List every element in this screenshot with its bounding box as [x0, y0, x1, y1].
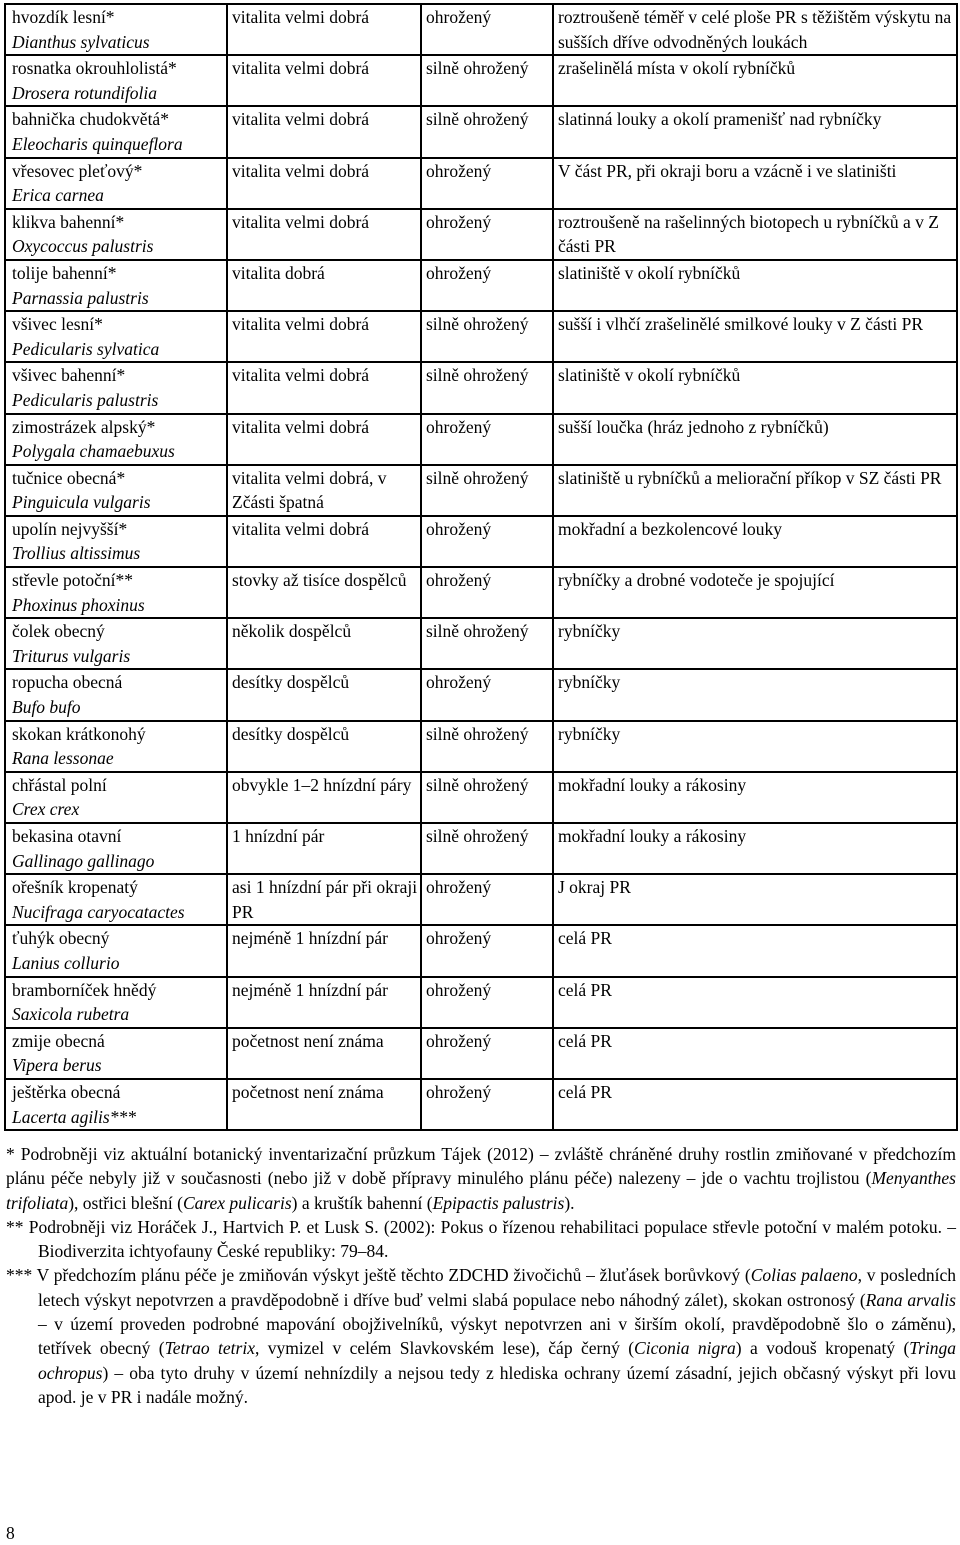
protection-status: ohrožený: [426, 518, 492, 539]
population-cell: [227, 260, 421, 311]
table-row: [5, 567, 957, 618]
location-text: J okraj PR: [558, 877, 631, 898]
population-cell: [227, 1028, 421, 1079]
location-text: zrašelinělá místa v okolí rybníčků: [558, 58, 796, 79]
status-cell: [421, 823, 553, 874]
status-cell: [421, 158, 553, 209]
species-cell: [5, 158, 227, 209]
location-cell: [553, 669, 957, 720]
footnotes: [6, 1142, 956, 1409]
population-text: vitalita velmi dobrá, v Zčásti špatná: [232, 467, 387, 513]
latin-name: Polygala chamaebuxus: [12, 441, 175, 462]
status-cell: [421, 1028, 553, 1079]
latin-name: Pedicularis palustris: [12, 389, 159, 410]
czech-name: skokan krátkonohý: [12, 723, 146, 744]
protection-status: silně ohrožený: [426, 109, 529, 130]
latin-name: Erica carnea: [12, 185, 104, 206]
location-cell: [553, 977, 957, 1028]
population-cell: [227, 158, 421, 209]
footnote-text: , v posledních letech výskyt nepotvrzen a pravděpodobně i dříve buď velmi slabá populace nebo náhodný zálet), skokan ostronosý (: [38, 1265, 957, 1310]
population-text: vitalita velmi dobrá: [232, 365, 370, 386]
population-cell: [227, 106, 421, 157]
latin-name: Ciconia nigra: [634, 1338, 736, 1359]
species-cell: [5, 311, 227, 362]
location-text: mokřadní louky a rákosiny: [558, 774, 747, 795]
protection-status: silně ohrožený: [426, 621, 529, 642]
location-text: slatinná louky a okolí pramenišť nad rybníčky: [558, 109, 882, 130]
table-row: [5, 260, 957, 311]
species-cell: [5, 55, 227, 106]
protection-status: ohrožený: [426, 160, 492, 181]
location-cell: [553, 362, 957, 413]
status-cell: [421, 55, 553, 106]
latin-name: Colias palaeno: [750, 1265, 858, 1286]
protection-status: ohrožený: [426, 262, 492, 283]
population-cell: [227, 567, 421, 618]
status-cell: [421, 925, 553, 976]
population-cell: [227, 874, 421, 925]
czech-name: hvozdík lesní*: [12, 7, 115, 27]
page-number: 8: [6, 1523, 15, 1543]
czech-name: upolín nejvyšší*: [12, 518, 128, 539]
location-cell: [553, 465, 957, 516]
location-text: rybníčky a drobné vodoteče je spojující: [558, 570, 835, 591]
population-cell: [227, 311, 421, 362]
status-cell: [421, 618, 553, 669]
species-cell: [5, 1028, 227, 1079]
population-text: desítky dospělců: [232, 672, 350, 693]
status-cell: [421, 772, 553, 823]
population-text: obvykle 1–2 hnízdní páry: [232, 774, 412, 795]
population-text: vitalita velmi dobrá: [232, 7, 370, 27]
latin-name: Tringa ochropus: [38, 1338, 956, 1383]
footnote-fauna: [6, 1263, 956, 1409]
footnote-text: ) – oba tyto druhy v území nehnízdily a nejsou tedy z hlediska ochrany území zásadní, jejich občasný výskyt při lovu apod. je v PR i nadále možný.: [38, 1362, 956, 1407]
czech-name: ropucha obecná: [12, 672, 123, 693]
location-cell: [553, 4, 957, 55]
location-text: roztroušeně na rašelinných biotopech u rybníčků a v Z části PR: [558, 211, 939, 257]
species-cell: [5, 1079, 227, 1130]
latin-name: Oxycoccus palustris: [12, 236, 154, 257]
population-text: početnost není známa: [232, 1081, 384, 1102]
protection-status: ohrožený: [426, 211, 492, 232]
table-row: [5, 55, 957, 106]
population-text: vitalita velmi dobrá: [232, 109, 370, 130]
footnote-text: , vymizel v celém Slavkovském lese), čáp černý (: [254, 1338, 635, 1359]
table-row: [5, 516, 957, 567]
population-text: nejméně 1 hnízdní pár: [232, 928, 388, 949]
table-row: [5, 414, 957, 465]
czech-name: tučnice obecná*: [12, 467, 126, 488]
footnote-text: ) a kruštík bahenní (: [291, 1192, 433, 1213]
latin-name: Epipactis palustris: [432, 1192, 565, 1213]
table-row: [5, 977, 957, 1028]
population-text: početnost není známa: [232, 1030, 384, 1051]
status-cell: [421, 874, 553, 925]
species-cell: [5, 977, 227, 1028]
location-text: V část PR, při okraji boru a vzácně i ve slatiništi: [558, 160, 897, 181]
table-row: [5, 669, 957, 720]
status-cell: [421, 311, 553, 362]
population-cell: [227, 823, 421, 874]
footnote-text: ), ostřici blešní (: [68, 1192, 183, 1213]
footnote-text: – v území proveden podrobné mapování obojživelníků, výskyt nepotvrzen ani v širším okolí, pravděpodobně šlo o záměnu), tetřívek obecný (: [38, 1314, 956, 1359]
status-cell: [421, 465, 553, 516]
population-cell: [227, 977, 421, 1028]
population-cell: [227, 618, 421, 669]
population-cell: [227, 721, 421, 772]
table-row: [5, 106, 957, 157]
location-cell: [553, 1079, 957, 1130]
table-row: [5, 772, 957, 823]
location-cell: [553, 1028, 957, 1079]
protection-status: silně ohrožený: [426, 774, 529, 795]
czech-name: ořešník kropenatý: [12, 877, 138, 898]
population-text: stovky až tisíce dospělců: [232, 570, 407, 591]
latin-name: Lacerta agilis***: [12, 1106, 136, 1127]
latin-name: Vipera berus: [12, 1055, 102, 1076]
population-text: vitalita dobrá: [232, 262, 325, 283]
latin-name: Tetrao tetrix: [164, 1338, 255, 1359]
location-cell: [553, 874, 957, 925]
population-text: vitalita velmi dobrá: [232, 314, 370, 335]
protection-status: silně ohrožený: [426, 365, 529, 386]
protection-status: ohrožený: [426, 928, 492, 949]
species-table: [4, 3, 958, 1131]
species-cell: [5, 925, 227, 976]
status-cell: [421, 721, 553, 772]
species-cell: [5, 362, 227, 413]
location-cell: [553, 721, 957, 772]
location-cell: [553, 158, 957, 209]
latin-name: Rana arvalis: [865, 1289, 956, 1310]
location-cell: [553, 311, 957, 362]
latin-name: Pedicularis sylvatica: [12, 338, 160, 359]
species-cell: [5, 567, 227, 618]
population-text: nejméně 1 hnízdní pár: [232, 979, 388, 1000]
location-cell: [553, 106, 957, 157]
footnote-text: *** V předchozím plánu péče je zmiňován výskyt ještě těchto ZDCHD živočichů – žluťásek borůvkový (: [6, 1265, 751, 1286]
table-row: [5, 465, 957, 516]
latin-name: Nucifraga caryocatactes: [12, 901, 185, 922]
species-cell: [5, 823, 227, 874]
czech-name: bahnička chudokvětá*: [12, 109, 169, 130]
czech-name: rosnatka okrouhlolistá*: [12, 58, 177, 79]
species-cell: [5, 516, 227, 567]
species-cell: [5, 414, 227, 465]
status-cell: [421, 516, 553, 567]
location-text: rybníčky: [558, 723, 621, 744]
latin-name: Drosera rotundifolia: [12, 82, 158, 103]
population-text: desítky dospělců: [232, 723, 350, 744]
table-row: [5, 311, 957, 362]
czech-name: ťuhýk obecný: [12, 928, 110, 949]
location-cell: [553, 772, 957, 823]
location-cell: [553, 516, 957, 567]
location-text: sušší loučka (hráz jednoho z rybníčků): [558, 416, 829, 437]
population-cell: [227, 55, 421, 106]
population-text: asi 1 hnízdní pár při okraji PR: [232, 877, 418, 922]
status-cell: [421, 414, 553, 465]
table-row: [5, 1028, 957, 1079]
location-cell: [553, 209, 957, 260]
protection-status: ohrožený: [426, 1081, 492, 1102]
czech-name: tolije bahenní*: [12, 262, 117, 283]
population-text: vitalita velmi dobrá: [232, 160, 370, 181]
location-cell: [553, 823, 957, 874]
protection-status: ohrožený: [426, 672, 492, 693]
population-text: několik dospělců: [232, 621, 352, 642]
location-text: rybníčky: [558, 672, 621, 693]
location-text: mokřadní louky a rákosiny: [558, 826, 747, 846]
protection-status: silně ohrožený: [426, 58, 529, 79]
species-cell: [5, 618, 227, 669]
table-row: [5, 721, 957, 772]
population-cell: [227, 925, 421, 976]
footnote-text: ).: [564, 1192, 575, 1213]
czech-name: ještěrka obecná: [12, 1081, 121, 1102]
species-cell: [5, 772, 227, 823]
protection-status: silně ohrožený: [426, 314, 529, 335]
czech-name: všivec lesní*: [12, 314, 103, 335]
latin-name: Trollius altissimus: [12, 543, 141, 564]
czech-name: klikva bahenní*: [12, 211, 125, 232]
footnote-text: * Podrobněji viz aktuální botanický inventarizační průzkum Tájek (2012) – zvláště chráněné druhy rostlin zmiňované v předchozím plánu péče nebyly již v současnosti (nebo již v době přípravy minulého plánu péče) nalezeny – jde o vachtu trojlistou (: [6, 1144, 956, 1189]
table-row: [5, 158, 957, 209]
protection-status: silně ohrožený: [426, 723, 529, 744]
status-cell: [421, 260, 553, 311]
location-text: roztroušeně téměř v celé ploše PR s těžištěm výskytu na sušších dříve odvodněných loukách: [558, 7, 952, 52]
latin-name: Pinguicula vulgaris: [12, 492, 151, 513]
table-row: [5, 209, 957, 260]
population-text: 1 hnízdní pár: [232, 826, 325, 846]
czech-name: bramborníček hnědý: [12, 979, 157, 1000]
latin-name: Dianthus sylvaticus: [12, 31, 150, 52]
location-cell: [553, 414, 957, 465]
location-cell: [553, 925, 957, 976]
species-cell: [5, 669, 227, 720]
population-cell: [227, 465, 421, 516]
table-row: [5, 618, 957, 669]
population-text: vitalita velmi dobrá: [232, 58, 370, 79]
location-text: slatiniště v okolí rybníčků: [558, 262, 741, 283]
location-text: celá PR: [558, 928, 612, 949]
species-cell: [5, 209, 227, 260]
population-cell: [227, 516, 421, 567]
location-cell: [553, 618, 957, 669]
protection-status: silně ohrožený: [426, 826, 529, 846]
location-text: slatiniště v okolí rybníčků: [558, 365, 741, 386]
location-text: celá PR: [558, 1081, 612, 1102]
footnote-botany: [6, 1142, 956, 1215]
czech-name: všivec bahenní*: [12, 365, 126, 386]
status-cell: [421, 567, 553, 618]
species-cell: [5, 4, 227, 55]
latin-name: Bufo bufo: [12, 697, 81, 718]
table-row: [5, 4, 957, 55]
latin-name: Lanius collurio: [12, 952, 120, 973]
location-text: mokřadní a bezkolencové louky: [558, 518, 783, 539]
czech-name: střevle potoční**: [12, 570, 134, 591]
status-cell: [421, 209, 553, 260]
location-cell: [553, 567, 957, 618]
protection-status: ohrožený: [426, 570, 492, 591]
czech-name: zmije obecná: [12, 1030, 105, 1051]
table-row: [5, 925, 957, 976]
status-cell: [421, 4, 553, 55]
czech-name: vřesovec pleťový*: [12, 160, 143, 181]
population-cell: [227, 1079, 421, 1130]
czech-name: zimostrázek alpský*: [12, 416, 156, 437]
species-cell: [5, 106, 227, 157]
population-text: vitalita velmi dobrá: [232, 416, 370, 437]
table-row: [5, 823, 957, 874]
latin-name: Triturus vulgaris: [12, 645, 131, 666]
population-cell: [227, 669, 421, 720]
species-table-body: [5, 4, 957, 1130]
status-cell: [421, 977, 553, 1028]
latin-name: Eleocharis quinqueflora: [12, 133, 183, 154]
protection-status: ohrožený: [426, 877, 492, 898]
status-cell: [421, 362, 553, 413]
location-text: rybníčky: [558, 621, 621, 642]
latin-name: Menyanthes trifoliata: [6, 1168, 956, 1213]
latin-name: Parnassia palustris: [12, 287, 149, 308]
population-text: vitalita velmi dobrá: [232, 518, 370, 539]
population-cell: [227, 4, 421, 55]
location-text: slatiniště u rybníčků a meliorační příkop v SZ části PR: [558, 467, 942, 488]
population-text: vitalita velmi dobrá: [232, 211, 370, 232]
latin-name: Rana lessonae: [12, 748, 114, 769]
latin-name: Phoxinus phoxinus: [12, 594, 145, 615]
species-cell: [5, 260, 227, 311]
species-cell: [5, 465, 227, 516]
status-cell: [421, 669, 553, 720]
status-cell: [421, 106, 553, 157]
population-cell: [227, 772, 421, 823]
czech-name: bekasina otavní: [12, 826, 122, 846]
location-text: celá PR: [558, 979, 612, 1000]
location-cell: [553, 260, 957, 311]
population-cell: [227, 209, 421, 260]
table-row: [5, 1079, 957, 1130]
czech-name: chřástal polní: [12, 774, 107, 795]
latin-name: Saxicola rubetra: [12, 1004, 130, 1025]
location-text: sušší i vlhčí zrašelinělé smilkové louky v Z části PR: [558, 314, 924, 335]
table-row: [5, 362, 957, 413]
species-cell: [5, 721, 227, 772]
protection-status: ohrožený: [426, 979, 492, 1000]
location-text: celá PR: [558, 1030, 612, 1051]
status-cell: [421, 1079, 553, 1130]
latin-name: Gallinago gallinago: [12, 850, 155, 871]
czech-name: čolek obecný: [12, 621, 105, 642]
protection-status: ohrožený: [426, 416, 492, 437]
protection-status: ohrožený: [426, 7, 492, 27]
footnote-text: ) a vodouš kropenatý (: [735, 1338, 910, 1359]
population-cell: [227, 362, 421, 413]
protection-status: silně ohrožený: [426, 467, 529, 488]
species-cell: [5, 874, 227, 925]
footnote-fish: ** Podrobněji viz Horáček J., Hartvich P. et Lusk S. (2002): Pokus o řízenou rehabilitaci populace střevle potoční v malém potoku. – Biodiverzita ichtyofauny České republiky: 79–84.: [6, 1216, 956, 1262]
location-cell: [553, 55, 957, 106]
latin-name: Carex pulicaris: [182, 1192, 292, 1213]
table-row: [5, 874, 957, 925]
latin-name: Crex crex: [12, 799, 80, 820]
protection-status: ohrožený: [426, 1030, 492, 1051]
population-cell: [227, 414, 421, 465]
